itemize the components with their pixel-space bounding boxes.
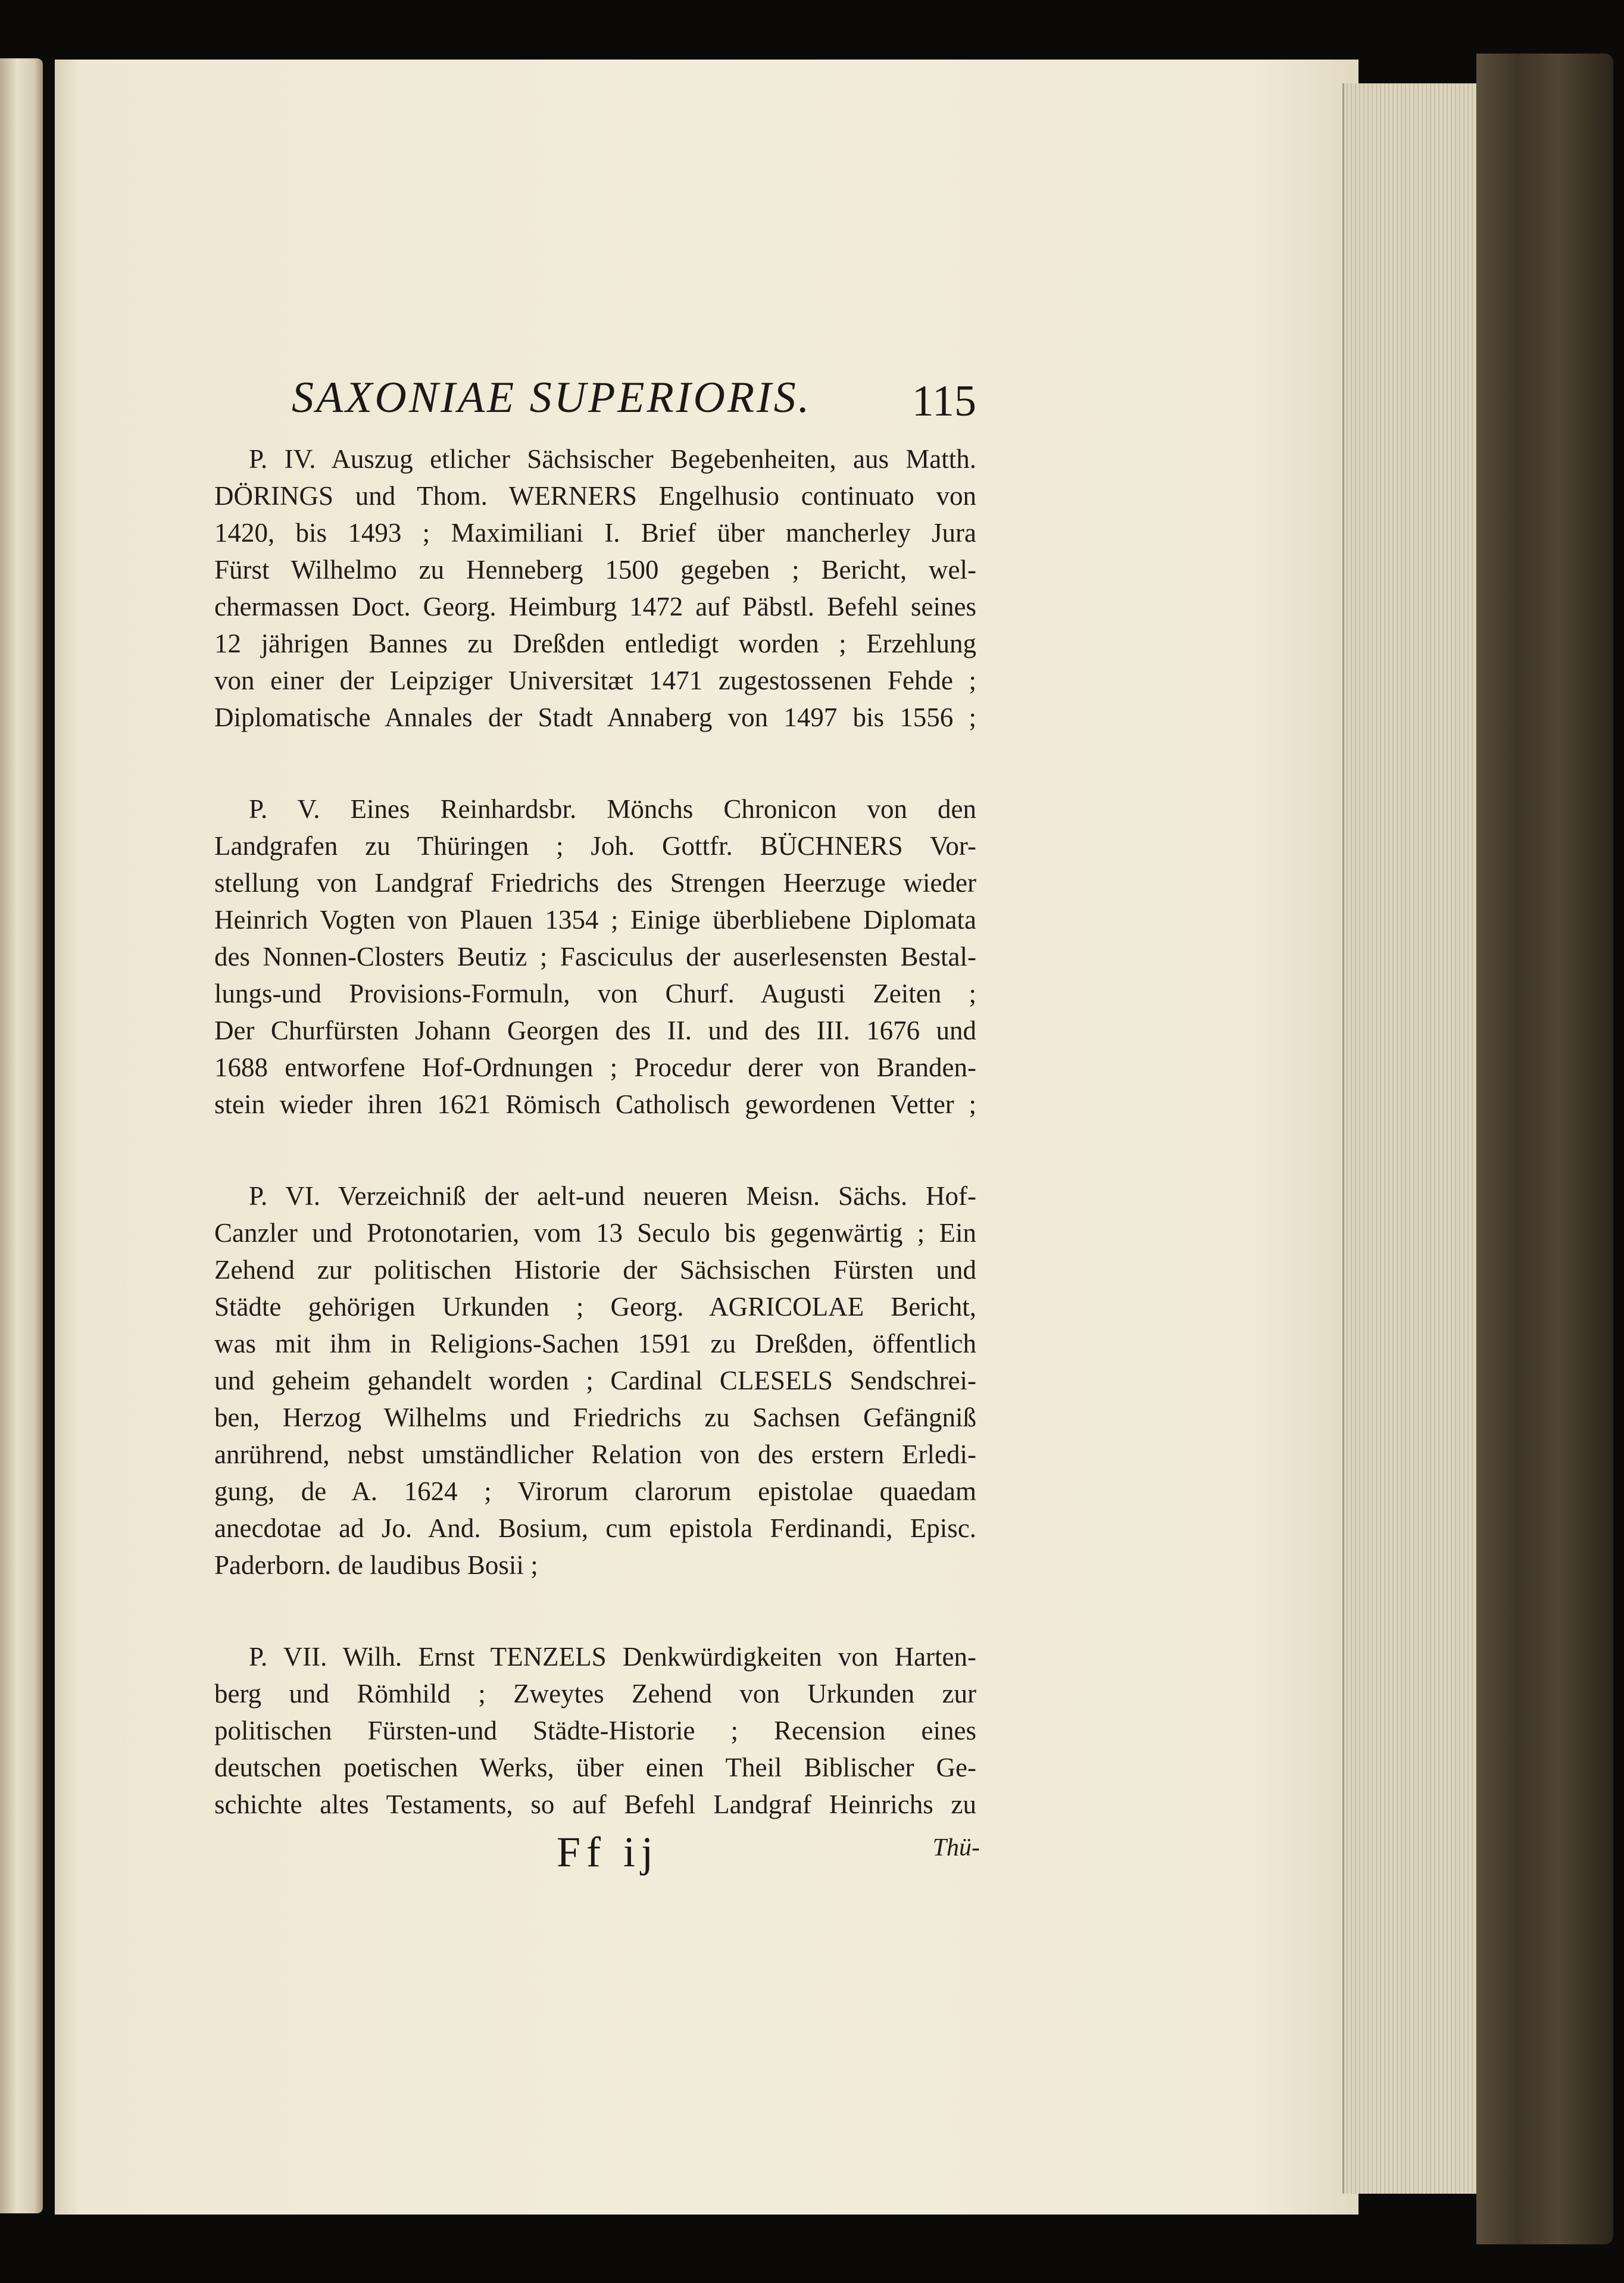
text-line: Zehend zur politischen Historie der Sächsischen Fürsten und bbox=[214, 1255, 976, 1285]
entry-p-v bbox=[214, 791, 976, 1123]
text-line: chermassen Doct. Georg. Heimburg 1472 auf Päbstl. Befehl seines bbox=[214, 592, 976, 621]
text-line: DÖRINGS und Thom. WERNERS Engelhusio continuato von bbox=[214, 481, 976, 511]
text-line: anecdotae ad Jo. And. Bosium, cum epistola Ferdinandi, Episc. bbox=[214, 1513, 976, 1543]
text-line: und geheim gehandelt worden ; Cardinal CLESELS Sendschrei- bbox=[214, 1366, 976, 1395]
text-line: Canzler und Protonotarien, vom 13 Seculo bis gegenwärtig ; Ein bbox=[214, 1218, 976, 1248]
page-header bbox=[214, 351, 976, 441]
entry-p-vii bbox=[214, 1638, 976, 1823]
text-line: P. VI. Verzeichniß der aelt-und neueren Meisn. Sächs. Hof- bbox=[249, 1181, 976, 1211]
entry-p-iv bbox=[214, 441, 976, 736]
text-line: stein wieder ihren 1621 Römisch Catholisch gewordenen Vetter ; bbox=[214, 1089, 976, 1119]
page-edges bbox=[1342, 83, 1481, 2194]
text-line: P. IV. Auszug etlicher Sächsischer Begebenheiten, aus Matth. bbox=[249, 444, 976, 474]
running-title: SAXONIAE SUPERIORIS. bbox=[292, 373, 812, 422]
text-line: gung, de A. 1624 ; Virorum clarorum epistolae quaedam bbox=[214, 1476, 976, 1506]
left-page-edge bbox=[0, 58, 43, 2213]
text-line: anrührend, nebst umständlicher Relation von des erstern Erledi- bbox=[214, 1439, 976, 1469]
text-line: Landgrafen zu Thüringen ; Joh. Gottfr. BÜCHNERS Vor- bbox=[214, 831, 976, 861]
entry-p-vi bbox=[214, 1178, 976, 1584]
text-line: schichte altes Testaments, so auf Befehl Landgraf Heinrichs zu bbox=[214, 1789, 976, 1819]
text-line: stellung von Landgraf Friedrichs des Strengen Heerzuge wieder bbox=[214, 868, 976, 898]
text-line: P. V. Eines Reinhardsbr. Mönchs Chronicon von den bbox=[249, 794, 976, 824]
text-line: deutschen poetischen Werks, über einen Theil Biblischer Ge- bbox=[214, 1753, 976, 1782]
text-line: Heinrich Vogten von Plauen 1354 ; Einige überbliebene Diplomata bbox=[214, 905, 976, 935]
text-line: politischen Fürsten-und Städte-Historie ; Recension eines bbox=[214, 1716, 976, 1745]
signature-mark: Ff ij bbox=[557, 1828, 660, 1876]
text-line: des Nonnen-Closters Beutiz ; Fasciculus der auserlesensten Bestal- bbox=[214, 942, 976, 972]
text-line: Der Churfürsten Johann Georgen des II. und des III. 1676 und bbox=[214, 1016, 976, 1045]
text-line: Paderborn. de laudibus Bosii ; bbox=[214, 1550, 538, 1580]
text-line: was mit ihm in Religions-Sachen 1591 zu Dreßden, öffentlich bbox=[214, 1329, 976, 1358]
text-line: ben, Herzog Wilhelms und Friedrichs zu Sachsen Gefängniß bbox=[214, 1403, 976, 1432]
text-line: von einer der Leipziger Universitæt 1471 zugestossenen Fehde ; bbox=[214, 666, 976, 695]
page-footer bbox=[214, 1823, 980, 1882]
text-line: 1420, bis 1493 ; Maximiliani I. Brief über mancherley Jura bbox=[214, 518, 976, 548]
page-number: 115 bbox=[911, 377, 976, 426]
page-content bbox=[214, 351, 980, 1882]
text-line: Fürst Wilhelmo zu Henneberg 1500 gegeben ; Bericht, wel- bbox=[214, 555, 976, 585]
text-line: 1688 entworfene Hof-Ordnungen ; Procedur derer von Branden- bbox=[214, 1053, 976, 1082]
book-cover-edge bbox=[1476, 54, 1613, 2244]
catchword: Thü- bbox=[932, 1834, 980, 1862]
text-line: berg und Römhild ; Zweytes Zehend von Urkunden zur bbox=[214, 1679, 976, 1709]
text-line: Diplomatische Annales der Stadt Annaberg von 1497 bis 1556 ; bbox=[214, 702, 976, 732]
text-line: P. VII. Wilh. Ernst TENZELS Denkwürdigkeiten von Harten- bbox=[249, 1642, 976, 1672]
text-line: lungs-und Provisions-Formuln, von Churf. Augusti Zeiten ; bbox=[214, 979, 976, 1008]
text-line: Städte gehörigen Urkunden ; Georg. AGRICOLAE Bericht, bbox=[214, 1292, 976, 1322]
text-line: 12 jährigen Bannes zu Dreßden entledigt worden ; Erzehlung bbox=[214, 629, 976, 658]
